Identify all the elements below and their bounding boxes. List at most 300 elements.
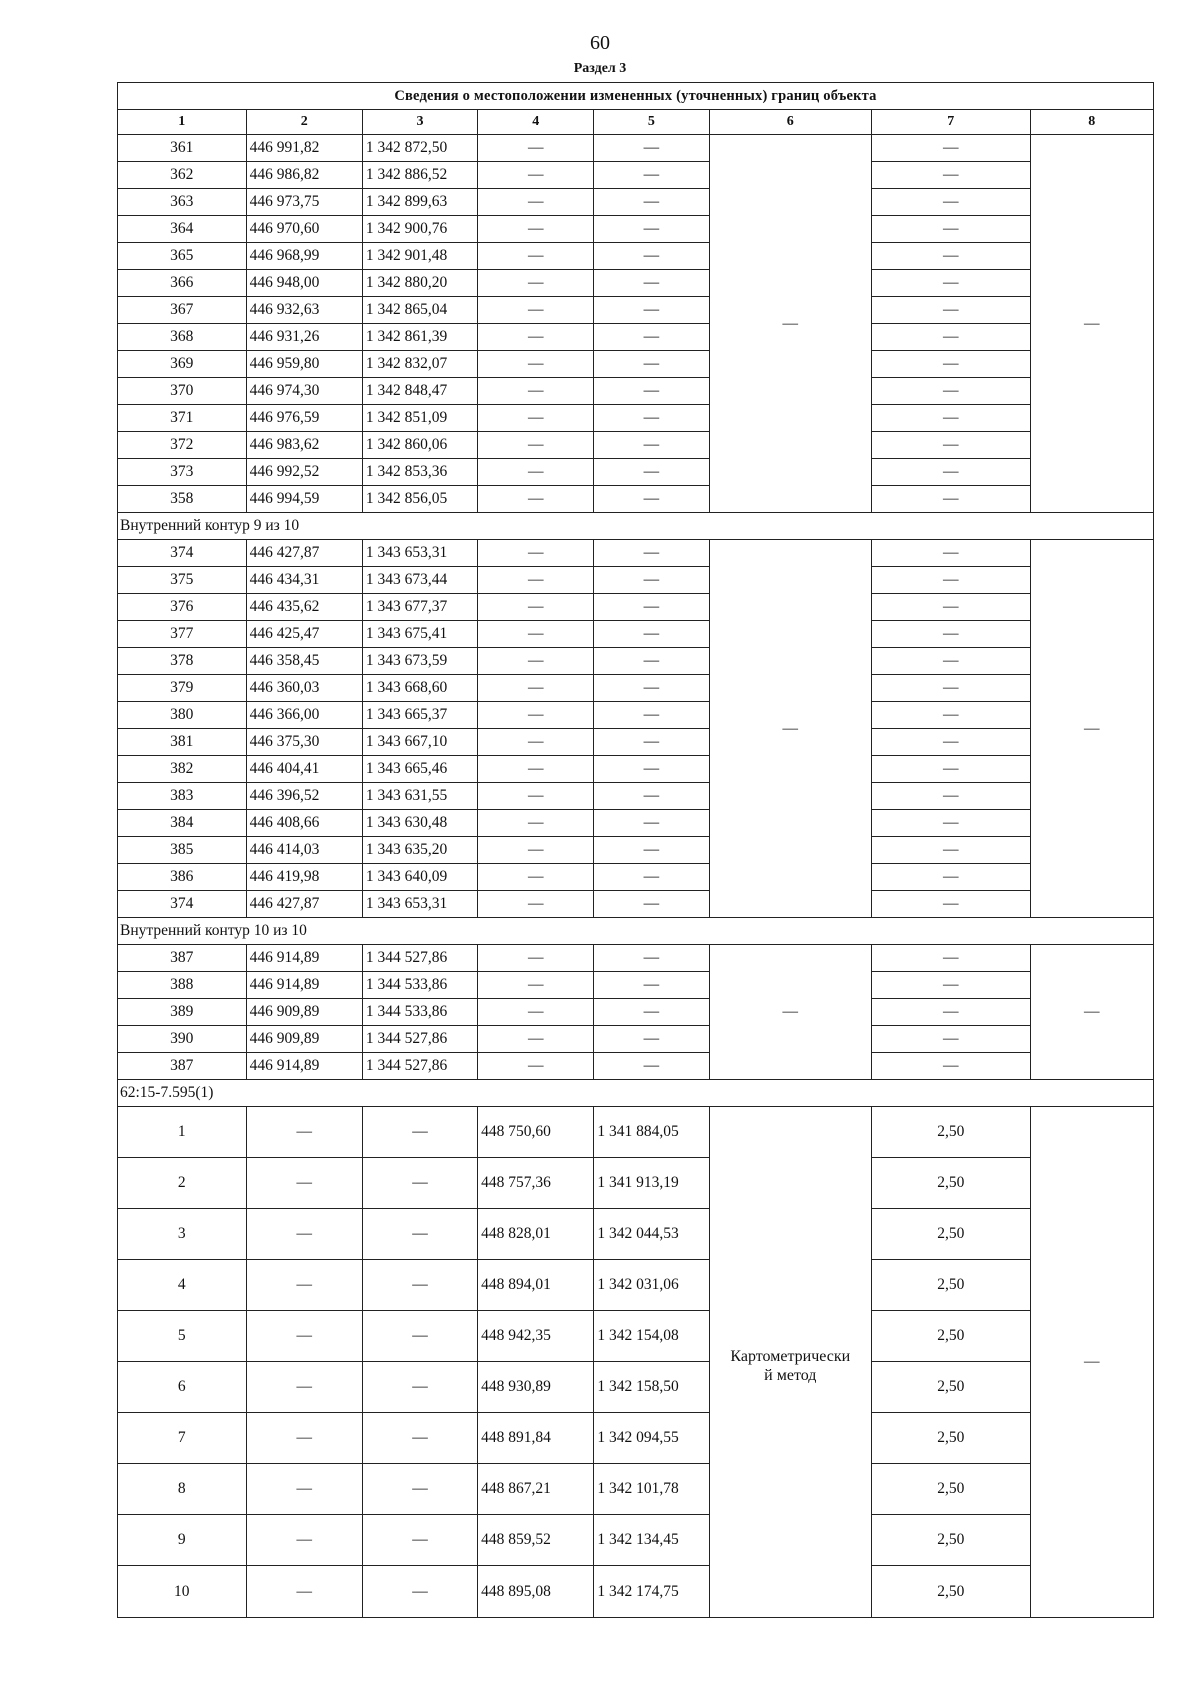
coordinate-y-existing: 1 342 880,20 [362, 270, 477, 297]
coordinate-x-new: — [478, 324, 594, 351]
coordinate-x-new: — [478, 945, 594, 972]
contour-title-row [118, 1080, 1154, 1107]
table-row [118, 675, 1154, 702]
table-row [118, 1566, 1154, 1618]
coordinate-y-new: — [594, 675, 709, 702]
coordinate-y-existing: 1 344 527,86 [362, 945, 477, 972]
section-title: Раздел 3 [573, 61, 627, 76]
coordinate-y-new: — [594, 540, 709, 567]
accuracy: — [872, 135, 1030, 162]
coordinate-y-new: — [594, 837, 709, 864]
coordinate-x-new: — [478, 756, 594, 783]
point-number: 374 [118, 540, 247, 567]
table-row [118, 864, 1154, 891]
coordinate-y-new: — [594, 891, 709, 918]
coordinate-y-new: — [594, 756, 709, 783]
accuracy: — [872, 432, 1030, 459]
coordinate-y-existing: 1 342 856,05 [362, 486, 477, 513]
table-row [118, 189, 1154, 216]
coordinate-y-existing: 1 344 533,86 [362, 972, 477, 999]
coordinate-y-existing: — [362, 1107, 477, 1158]
column-header: 4 [478, 110, 594, 135]
coordinate-x-existing: 446 973,75 [246, 189, 362, 216]
coordinate-x-new: 448 891,84 [478, 1413, 594, 1464]
coordinate-x-new: — [478, 1053, 594, 1080]
coordinate-x-existing: 446 974,30 [246, 378, 362, 405]
table-row [118, 1053, 1154, 1080]
coordinate-x-existing: 446 366,00 [246, 702, 362, 729]
accuracy: 2,50 [872, 1515, 1030, 1566]
coordinate-x-existing: — [246, 1107, 362, 1158]
coordinate-x-existing: 446 419,98 [246, 864, 362, 891]
coordinate-y-existing: 1 342 832,07 [362, 351, 477, 378]
point-number: 4 [118, 1260, 247, 1311]
coordinate-y-existing: 1 343 665,46 [362, 756, 477, 783]
coordinate-x-new: 448 894,01 [478, 1260, 594, 1311]
coordinate-x-new: — [478, 891, 594, 918]
coordinate-x-existing: 446 360,03 [246, 675, 362, 702]
coordinate-x-new: — [478, 432, 594, 459]
point-number: 382 [118, 756, 247, 783]
point-number: 372 [118, 432, 247, 459]
coordinate-x-new: — [478, 864, 594, 891]
coordinate-x-existing: 446 991,82 [246, 135, 362, 162]
coordinate-y-existing: 1 342 899,63 [362, 189, 477, 216]
coordinate-y-existing: 1 342 886,52 [362, 162, 477, 189]
coordinate-x-existing: 446 983,62 [246, 432, 362, 459]
accuracy: 2,50 [872, 1566, 1030, 1618]
coordinate-y-new: 1 342 154,08 [594, 1311, 709, 1362]
table-row [118, 837, 1154, 864]
description: — [1030, 1107, 1154, 1618]
point-number: 377 [118, 621, 247, 648]
coordinate-x-new: 448 757,36 [478, 1158, 594, 1209]
coordinate-x-existing: 446 914,89 [246, 945, 362, 972]
coordinate-y-new: — [594, 729, 709, 756]
coordinate-x-existing: 446 909,89 [246, 1026, 362, 1053]
description: — [1030, 135, 1154, 513]
table-row [118, 1311, 1154, 1362]
accuracy: — [872, 810, 1030, 837]
accuracy: — [872, 216, 1030, 243]
accuracy: — [872, 729, 1030, 756]
column-header: 8 [1030, 110, 1154, 135]
table-row [118, 540, 1154, 567]
coordinate-x-existing: — [246, 1311, 362, 1362]
table-row [118, 729, 1154, 756]
point-number: 361 [118, 135, 247, 162]
point-number: 374 [118, 891, 247, 918]
coordinate-y-existing: 1 342 901,48 [362, 243, 477, 270]
coordinate-y-existing: — [362, 1209, 477, 1260]
column-header: 6 [709, 110, 872, 135]
coordinate-y-new: — [594, 783, 709, 810]
coordinate-x-new: — [478, 837, 594, 864]
coordinate-x-existing: 446 986,82 [246, 162, 362, 189]
coordinate-y-existing: 1 342 860,06 [362, 432, 477, 459]
coordinate-x-existing: 446 434,31 [246, 567, 362, 594]
table-row [118, 756, 1154, 783]
accuracy: — [872, 1053, 1030, 1080]
point-number: 364 [118, 216, 247, 243]
accuracy: — [872, 189, 1030, 216]
table-row [118, 378, 1154, 405]
coordinate-x-new: 448 750,60 [478, 1107, 594, 1158]
accuracy: 2,50 [872, 1209, 1030, 1260]
coordinate-y-new: — [594, 621, 709, 648]
point-number: 390 [118, 1026, 247, 1053]
coordinate-x-new: — [478, 999, 594, 1026]
table-row [118, 1209, 1154, 1260]
coordinate-x-new: 448 930,89 [478, 1362, 594, 1413]
coordinate-x-existing: — [246, 1464, 362, 1515]
coordinate-x-existing: 446 414,03 [246, 837, 362, 864]
table-row [118, 1158, 1154, 1209]
accuracy: — [872, 567, 1030, 594]
coordinate-y-existing: — [362, 1311, 477, 1362]
accuracy: — [872, 594, 1030, 621]
coordinate-y-existing: 1 343 635,20 [362, 837, 477, 864]
point-number: 376 [118, 594, 247, 621]
coordinate-x-existing: 446 959,80 [246, 351, 362, 378]
coordinate-x-new: 448 895,08 [478, 1566, 594, 1618]
table-row [118, 1464, 1154, 1515]
coordinate-x-new: — [478, 135, 594, 162]
table-row [118, 702, 1154, 729]
point-number: 383 [118, 783, 247, 810]
table-row [118, 486, 1154, 513]
point-number: 6 [118, 1362, 247, 1413]
coordinate-x-new: — [478, 567, 594, 594]
point-number: 385 [118, 837, 247, 864]
coordinate-y-existing: 1 342 853,36 [362, 459, 477, 486]
coordinate-x-new: — [478, 378, 594, 405]
table-row [118, 1026, 1154, 1053]
coordinate-y-existing: 1 343 653,31 [362, 891, 477, 918]
accuracy: — [872, 405, 1030, 432]
coordinate-x-existing: 446 948,00 [246, 270, 362, 297]
point-number: 381 [118, 729, 247, 756]
coordinate-y-existing: 1 343 677,37 [362, 594, 477, 621]
coordinate-y-existing: 1 343 653,31 [362, 540, 477, 567]
table-row [118, 405, 1154, 432]
coordinate-x-new: — [478, 675, 594, 702]
column-header: 1 [118, 110, 247, 135]
table-row [118, 621, 1154, 648]
coordinate-y-new: — [594, 405, 709, 432]
point-number: 371 [118, 405, 247, 432]
coordinate-y-existing: 1 343 668,60 [362, 675, 477, 702]
coordinate-x-new: — [478, 459, 594, 486]
coordinate-y-existing: — [362, 1362, 477, 1413]
point-number: 358 [118, 486, 247, 513]
accuracy: 2,50 [872, 1464, 1030, 1515]
coordinate-y-existing: — [362, 1413, 477, 1464]
coordinate-y-existing: 1 342 861,39 [362, 324, 477, 351]
coordinate-y-existing: 1 343 673,59 [362, 648, 477, 675]
table-caption: Сведения о местоположении измененных (уточненных) границ объекта [118, 83, 1154, 110]
column-header: 5 [594, 110, 709, 135]
point-number: 387 [118, 1053, 247, 1080]
coordinate-y-existing: 1 343 640,09 [362, 864, 477, 891]
coordinate-x-existing: — [246, 1158, 362, 1209]
column-header: 2 [246, 110, 362, 135]
determination-method: — [709, 135, 872, 513]
coordinate-x-existing: 446 408,66 [246, 810, 362, 837]
coordinate-x-existing: 446 968,99 [246, 243, 362, 270]
coordinate-y-new: — [594, 378, 709, 405]
coordinate-x-existing: — [246, 1362, 362, 1413]
table-row [118, 972, 1154, 999]
coordinate-x-existing: 446 435,62 [246, 594, 362, 621]
table-row [118, 1362, 1154, 1413]
coordinate-y-new: — [594, 486, 709, 513]
accuracy: — [872, 756, 1030, 783]
coordinate-x-existing: 446 914,89 [246, 1053, 362, 1080]
accuracy: — [872, 675, 1030, 702]
point-number: 369 [118, 351, 247, 378]
point-number: 367 [118, 297, 247, 324]
coordinate-x-existing: 446 404,41 [246, 756, 362, 783]
coordinate-x-new: — [478, 972, 594, 999]
page-number: 60 [590, 32, 610, 54]
coordinate-y-new: 1 342 174,75 [594, 1566, 709, 1618]
coordinate-x-new: 448 828,01 [478, 1209, 594, 1260]
coordinate-y-new: — [594, 162, 709, 189]
accuracy: — [872, 243, 1030, 270]
table-row [118, 1260, 1154, 1311]
table-row [118, 297, 1154, 324]
point-number: 9 [118, 1515, 247, 1566]
coordinate-y-new: — [594, 972, 709, 999]
coordinate-y-existing: 1 342 848,47 [362, 378, 477, 405]
table-row [118, 1107, 1154, 1158]
coordinate-x-existing: 446 994,59 [246, 486, 362, 513]
description: — [1030, 945, 1154, 1080]
coordinate-x-existing: 446 396,52 [246, 783, 362, 810]
coordinate-x-new: — [478, 1026, 594, 1053]
coordinate-y-new: — [594, 243, 709, 270]
table-row [118, 1413, 1154, 1464]
coordinate-y-new: — [594, 1053, 709, 1080]
coordinate-x-existing: 446 970,60 [246, 216, 362, 243]
coordinate-y-new: 1 342 158,50 [594, 1362, 709, 1413]
table-row [118, 432, 1154, 459]
coordinate-y-existing: — [362, 1260, 477, 1311]
table-row [118, 567, 1154, 594]
coordinate-x-existing: — [246, 1413, 362, 1464]
coordinate-y-existing: 1 343 675,41 [362, 621, 477, 648]
coordinate-x-new: — [478, 216, 594, 243]
coordinate-x-new: — [478, 702, 594, 729]
accuracy: 2,50 [872, 1260, 1030, 1311]
table-row [118, 891, 1154, 918]
coordinate-y-new: — [594, 945, 709, 972]
point-number: 363 [118, 189, 247, 216]
table-row [118, 270, 1154, 297]
coordinate-y-new: — [594, 702, 709, 729]
table-row [118, 162, 1154, 189]
coordinate-x-new: — [478, 783, 594, 810]
coordinate-y-existing: — [362, 1464, 477, 1515]
column-header: 7 [872, 110, 1030, 135]
coordinate-y-new: — [594, 432, 709, 459]
method-line: й метод [764, 1367, 817, 1384]
accuracy: 2,50 [872, 1413, 1030, 1464]
accuracy: — [872, 648, 1030, 675]
coordinate-x-new: — [478, 270, 594, 297]
point-number: 2 [118, 1158, 247, 1209]
column-header: 3 [362, 110, 477, 135]
coordinate-x-new: — [478, 189, 594, 216]
coordinate-y-new: — [594, 567, 709, 594]
table-row [118, 1515, 1154, 1566]
coordinate-x-new: 448 867,21 [478, 1464, 594, 1515]
point-number: 1 [118, 1107, 247, 1158]
coordinate-y-existing: 1 344 533,86 [362, 999, 477, 1026]
accuracy: — [872, 270, 1030, 297]
table-row [118, 459, 1154, 486]
coordinate-y-existing: 1 343 673,44 [362, 567, 477, 594]
coordinate-y-existing: 1 343 667,10 [362, 729, 477, 756]
accuracy: — [872, 1026, 1030, 1053]
table-row [118, 999, 1154, 1026]
coordinate-x-existing: — [246, 1566, 362, 1618]
point-number: 368 [118, 324, 247, 351]
point-number: 370 [118, 378, 247, 405]
coordinate-x-existing: — [246, 1260, 362, 1311]
accuracy: 2,50 [872, 1362, 1030, 1413]
coordinate-x-existing: 446 358,45 [246, 648, 362, 675]
accuracy: — [872, 945, 1030, 972]
point-number: 379 [118, 675, 247, 702]
coordinate-x-existing: 446 992,52 [246, 459, 362, 486]
coordinate-x-new: — [478, 243, 594, 270]
point-number: 378 [118, 648, 247, 675]
coordinate-y-existing: 1 343 665,37 [362, 702, 477, 729]
coordinate-y-new: — [594, 216, 709, 243]
coordinate-y-new: 1 342 101,78 [594, 1464, 709, 1515]
coordinate-y-new: — [594, 594, 709, 621]
point-number: 5 [118, 1311, 247, 1362]
coordinate-y-existing: 1 342 900,76 [362, 216, 477, 243]
accuracy: — [872, 351, 1030, 378]
table-row [118, 648, 1154, 675]
point-number: 380 [118, 702, 247, 729]
accuracy: — [872, 162, 1030, 189]
point-number: 365 [118, 243, 247, 270]
contour-title: 62:15-7.595(1) [118, 1080, 1154, 1107]
point-number: 7 [118, 1413, 247, 1464]
coordinate-y-existing: 1 343 630,48 [362, 810, 477, 837]
coordinate-y-existing: — [362, 1566, 477, 1618]
coordinate-x-new: — [478, 621, 594, 648]
boundary-coordinates-table [117, 82, 1154, 1618]
coordinate-x-existing: 446 932,63 [246, 297, 362, 324]
table-row [118, 945, 1154, 972]
coordinate-y-existing: — [362, 1158, 477, 1209]
column-header-row [118, 110, 1154, 135]
coordinate-x-new: — [478, 486, 594, 513]
point-number: 387 [118, 945, 247, 972]
accuracy: — [872, 702, 1030, 729]
coordinate-y-existing: 1 344 527,86 [362, 1053, 477, 1080]
coordinate-x-new: — [478, 594, 594, 621]
point-number: 384 [118, 810, 247, 837]
table-row [118, 216, 1154, 243]
coordinate-x-new: — [478, 810, 594, 837]
coordinate-x-new: — [478, 540, 594, 567]
coordinate-y-existing: 1 344 527,86 [362, 1026, 477, 1053]
coordinate-x-existing: 446 425,47 [246, 621, 362, 648]
table-row [118, 243, 1154, 270]
coordinate-x-existing: 446 976,59 [246, 405, 362, 432]
coordinate-y-new: — [594, 189, 709, 216]
accuracy: 2,50 [872, 1311, 1030, 1362]
point-number: 373 [118, 459, 247, 486]
point-number: 366 [118, 270, 247, 297]
coordinate-y-new: — [594, 999, 709, 1026]
accuracy: 2,50 [872, 1107, 1030, 1158]
coordinate-y-new: — [594, 648, 709, 675]
method-line: Картометрически [730, 1347, 851, 1365]
table-row [118, 135, 1154, 162]
accuracy: — [872, 378, 1030, 405]
determination-method [709, 1107, 872, 1618]
coordinate-x-existing: 446 427,87 [246, 540, 362, 567]
coordinate-y-existing: 1 342 851,09 [362, 405, 477, 432]
coordinate-y-new: 1 341 913,19 [594, 1158, 709, 1209]
accuracy: — [872, 324, 1030, 351]
accuracy: — [872, 972, 1030, 999]
coordinate-y-new: — [594, 864, 709, 891]
accuracy: — [872, 459, 1030, 486]
point-number: 3 [118, 1209, 247, 1260]
coordinate-y-existing: — [362, 1515, 477, 1566]
table-row [118, 324, 1154, 351]
point-number: 10 [118, 1566, 247, 1618]
determination-method: — [709, 945, 872, 1080]
coordinate-x-existing: 446 914,89 [246, 972, 362, 999]
point-number: 375 [118, 567, 247, 594]
coordinate-y-new: 1 341 884,05 [594, 1107, 709, 1158]
accuracy: — [872, 621, 1030, 648]
coordinate-x-existing: 446 909,89 [246, 999, 362, 1026]
accuracy: — [872, 540, 1030, 567]
coordinate-x-new: — [478, 351, 594, 378]
accuracy: — [872, 486, 1030, 513]
accuracy: 2,50 [872, 1158, 1030, 1209]
coordinate-y-new: — [594, 459, 709, 486]
contour-title-row [118, 918, 1154, 945]
contour-title-row [118, 513, 1154, 540]
coordinate-y-existing: 1 343 631,55 [362, 783, 477, 810]
coordinate-x-existing: — [246, 1209, 362, 1260]
coordinate-y-existing: 1 342 865,04 [362, 297, 477, 324]
accuracy: — [872, 783, 1030, 810]
coordinate-x-existing: 446 375,30 [246, 729, 362, 756]
coordinate-x-new: — [478, 405, 594, 432]
accuracy: — [872, 891, 1030, 918]
coordinate-y-existing: 1 342 872,50 [362, 135, 477, 162]
table-row [118, 783, 1154, 810]
coordinate-x-new: — [478, 162, 594, 189]
coordinate-y-new: — [594, 270, 709, 297]
contour-title: Внутренний контур 9 из 10 [118, 513, 1154, 540]
point-number: 388 [118, 972, 247, 999]
coordinate-x-existing: 446 427,87 [246, 891, 362, 918]
coordinate-y-new: 1 342 044,53 [594, 1209, 709, 1260]
